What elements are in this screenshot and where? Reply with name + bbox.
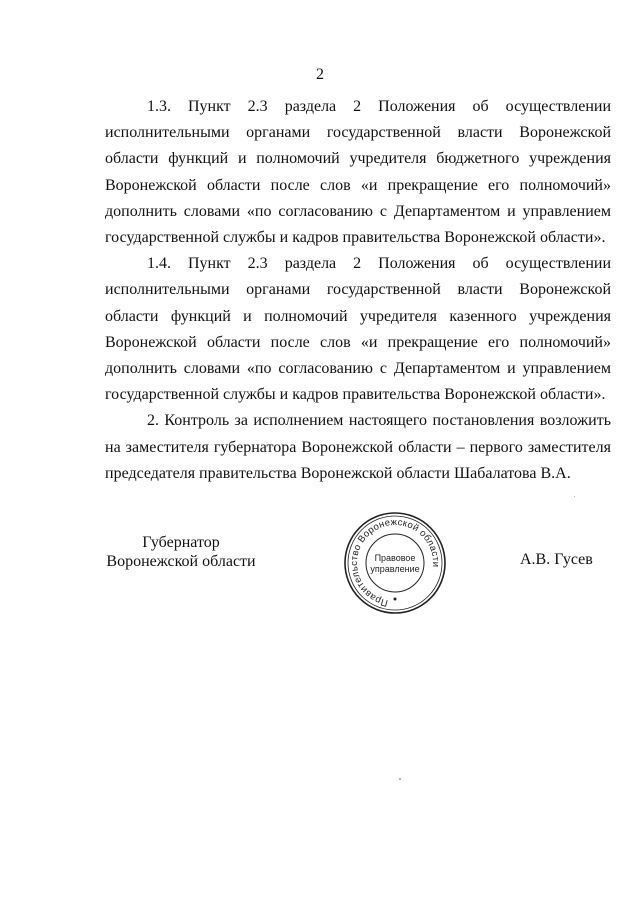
scan-speck: [574, 496, 575, 497]
signatory-title-line-2: Воронежской области: [106, 553, 256, 570]
scan-speck: [399, 778, 401, 780]
paragraph-2: 2. Контроль за исполнением настоящего постановления возложить на заместителя губернатора Воронежской области – первого заместителя председателя правительства Воронежской области Шабалатова В.А.: [105, 412, 611, 482]
page-number: 2: [316, 66, 324, 83]
paragraph-1-3: 1.3. Пункт 2.3 раздела 2 Положения об осуществлении исполнительными органами государственной власти Воронежской области функций и полномочий учредителя бюджетного учреждения Воронежской области после слов «и прекращение его полномочий» дополнить словами «по согласованию с Департаментом и управлением государственной службы и кадров правительства Воронежской области».: [105, 98, 611, 247]
stamp-center-line-2: управление: [370, 564, 420, 574]
official-stamp: [343, 511, 447, 615]
document-body: [105, 94, 611, 487]
signatory-title: [106, 533, 256, 571]
signatory-title-line-1: Губернатор: [142, 534, 220, 551]
stamp-center-line-1: Правовое: [374, 553, 416, 563]
stamp-dot: [394, 598, 397, 601]
signatory-name: А.В. Гусев: [520, 551, 593, 568]
stamp-ring-text: Правительство Воронежской области: [348, 516, 442, 609]
paragraph-1-4: 1.4. Пункт 2.3 раздела 2 Положения об осуществлении исполнительными органами государственной власти Воронежской области функций и полномочий учредителя казенного учреждения Воронежской области после слов «и прекращение его полномочий» дополнить словами «по согласованию с Департаментом и управлением государственной службы и кадров правительства Воронежской области».: [105, 255, 611, 404]
